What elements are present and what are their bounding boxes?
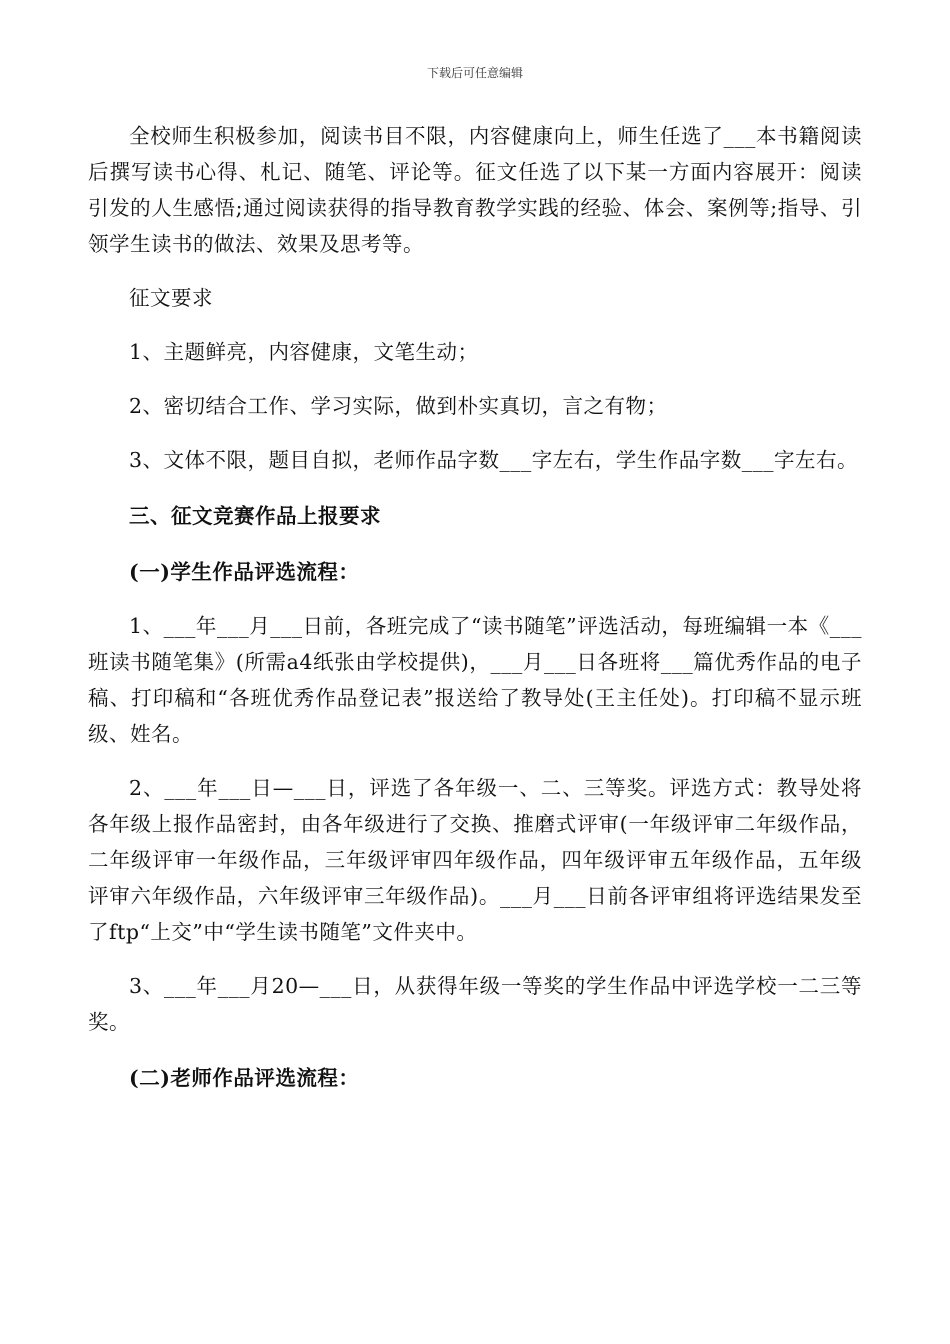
student-process-step-2: 2、___年___日—___日，评选了各年级一、二、三等奖。评选方式：教导处将各年级上报作品密封，由各年级进行了交换、推磨式评审(一年级评审二年级作品，二年级评审一年级作品，三年级评审四年级作品，四年级评审五年级作品，五年级评审六年级作品，六年级评审三年级作品)。___月___日前各评审组将评选结果发至了ftp“上交”中“学生读书随笔”文件夹中。 — [88, 776, 862, 944]
requirement-item-3: 3、文体不限，题目自拟，老师作品字数___字左右，学生作品字数___字左右。 — [129, 448, 859, 472]
student-process-step-3: 3、___年___月20—___日，从获得年级一等奖的学生作品中评选学校一二三等奖。 — [88, 974, 862, 1034]
requirements-heading: 征文要求 — [129, 286, 213, 310]
intro-paragraph: 全校师生积极参加，阅读书目不限，内容健康向上，师生任选了___本书籍阅读后撰写读书心得、札记、随笔、评论等。征文任选了以下某一方面内容展开：阅读引发的人生感悟;通过阅读获得的指导教育教学实践的经验、体会、案例等;指导、引领学生读书的做法、效果及思考等。 — [88, 124, 862, 256]
subsection-heading-teachers: (二)老师作品评选流程： — [129, 1066, 360, 1090]
requirement-item-1: 1、主题鲜亮，内容健康，文笔生动； — [129, 340, 479, 364]
document-body — [88, 118, 862, 1096]
page-header: 下载后可任意编辑 — [426, 66, 523, 80]
subsection-heading-students: (一)学生作品评选流程： — [129, 560, 360, 584]
section-heading-3: 三、征文竞赛作品上报要求 — [129, 504, 381, 528]
student-process-step-1: 1、___年___月___日前，各班完成了“读书随笔”评选活动，每班编辑一本《___班读书随笔集》(所需a4纸张由学校提供)，___月___日各班将___篇优秀作品的电子稿、打印稿和“各班优秀作品登记表”报送给了教导处(王主任处)。打印稿不显示班级、姓名。 — [88, 614, 862, 746]
requirement-item-2: 2、密切结合工作、学习实际，做到朴实真切，言之有物； — [129, 394, 668, 418]
